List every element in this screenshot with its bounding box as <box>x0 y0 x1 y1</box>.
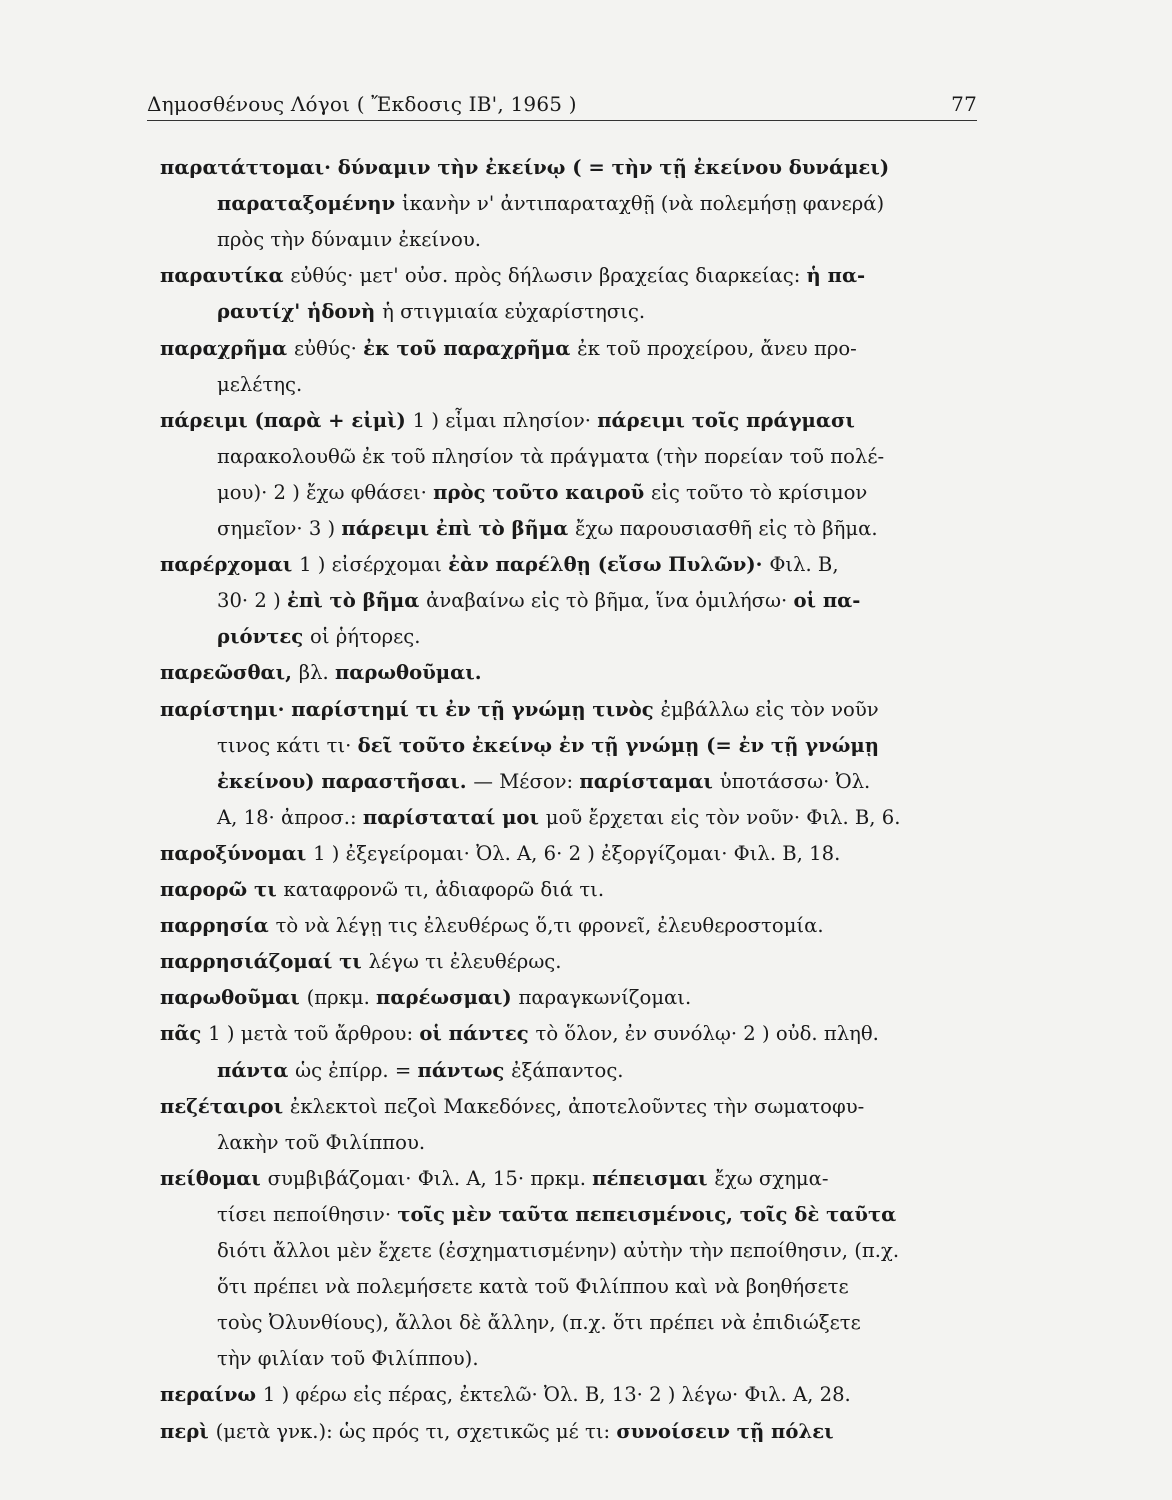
headword: παρίστημι· παρίστημί τι ἐν τῇ γνώμῃ τινὸς <box>160 697 661 721</box>
definition-text: Φιλ. Β, <box>769 553 839 577</box>
headword: ἐὰν παρέλθῃ (εἴσω Πυλῶν)· <box>448 553 770 577</box>
glossary-line <box>160 872 604 908</box>
definition-text: οἱ ῥήτορες. <box>310 625 421 649</box>
definition-text: (μετὰ γνκ.): ὡς πρός τι, σχετικῶς μέ τι: <box>215 1419 617 1443</box>
glossary-line <box>217 475 867 511</box>
headword: παρωθοῦμαι. <box>334 661 482 685</box>
definition-text: λακὴν τοῦ Φιλίππου. <box>217 1130 426 1154</box>
definition-text: ἡ στιγμιαία εὐχαρίστησις. <box>382 300 646 324</box>
definition-text: καταφρονῶ τι, ἀδιαφορῶ διά τι. <box>283 878 605 901</box>
definition-text: πρὸς τὴν δύναμιν ἐκείνου. <box>217 228 481 252</box>
headword: οἱ πα- <box>793 589 861 613</box>
definition-text: 1 ) ἐξεγείρομαι· Ὀλ. Α, 6· 2 ) ἐξοργίζομαι· Φιλ. Β, 18. <box>313 841 841 865</box>
definition-text: σημεῖον· 3 ) <box>217 517 342 540</box>
definition-text: ὑποτάσσω· Ὀλ. <box>719 769 871 793</box>
glossary-line <box>217 1053 624 1089</box>
headword: πάντως <box>417 1058 512 1082</box>
definition-text: ἀναβαίνω εἰς τὸ βῆμα, ἵνα ὁμιλήσω· <box>426 589 794 613</box>
headword: παρορῶ τι <box>160 878 284 901</box>
headword: παροξύνομαι <box>160 841 314 865</box>
glossary-line <box>217 222 481 258</box>
definition-text: παραγκωνίζομαι. <box>518 986 692 1010</box>
definition-text: ὡς ἐπίρρ. = <box>295 1058 418 1082</box>
glossary-line <box>217 186 884 222</box>
headword: πάρειμι (παρὰ + εἰμὶ) <box>160 408 413 432</box>
definition-text: μοῦ ἔρχεται εἰς τὸν νοῦν· Φιλ. Β, 6. <box>545 805 901 829</box>
glossary-line <box>160 1377 851 1413</box>
glossary-line <box>217 294 645 330</box>
definition-text: μελέτης. <box>217 372 303 396</box>
glossary-line <box>160 1089 864 1125</box>
headword: παρέωσμαι) <box>376 986 519 1010</box>
definition-text: 1 ) εἰσέρχομαι <box>299 553 449 577</box>
glossary-line <box>217 1125 425 1161</box>
glossary-line <box>217 1341 479 1377</box>
definition-text: συμβιβάζομαι· Φιλ. Α, 15· πρκμ. <box>267 1166 593 1190</box>
glossary-line <box>160 331 857 367</box>
glossary-line <box>160 1016 879 1052</box>
glossary-line <box>217 728 879 764</box>
glossary-line <box>217 439 884 475</box>
headword: παρωθοῦμαι <box>160 986 307 1010</box>
headword: πᾶς <box>160 1022 209 1046</box>
definition-text: ἐξάπαντος. <box>511 1058 624 1082</box>
definition-text: μου)· 2 ) ἔχω φθάσει· <box>217 480 434 504</box>
glossary-line <box>217 764 870 800</box>
headword: παρέρχομαι <box>160 553 300 577</box>
glossary-line <box>217 1197 896 1233</box>
header-rule <box>147 120 977 121</box>
headword: παρεῶσθαι, <box>160 661 299 685</box>
headword: παρρησιάζομαί τι <box>160 950 369 974</box>
glossary-line <box>160 655 482 691</box>
glossary-line <box>160 547 839 583</box>
headword: περαίνω <box>160 1383 263 1407</box>
glossary-line <box>217 511 878 547</box>
headword: τοῖς μὲν ταῦτα πεπεισμένοις, τοῖς δὲ ταῦτα <box>397 1202 897 1226</box>
definition-text: τοὺς Ὀλυνθίους), ἄλλοι δὲ ἄλλην, (π.χ. ὅτι πρέπει νὰ ἐπιδιώξετε <box>217 1311 861 1335</box>
definition-text: 1 ) εἶμαι πλησίον· <box>412 408 598 432</box>
headword: πρὸς τοῦτο καιροῦ <box>433 480 652 504</box>
glossary-line <box>160 944 562 980</box>
definition-text: ἐμβάλλω εἰς τὸν νοῦν <box>660 697 879 721</box>
headword: παρρησία <box>160 914 276 938</box>
headword: ραυτίχ' ἡδονὴ <box>217 300 383 324</box>
page-number: 77 <box>951 92 977 116</box>
headword: πεζέταιροι <box>160 1094 290 1118</box>
definition-text: — Μέσον: <box>473 769 580 793</box>
definition-text: τὴν φιλίαν τοῦ Φιλίππου). <box>217 1347 479 1371</box>
definition-text: 1 ) μετὰ τοῦ ἄρθρου: <box>208 1022 420 1046</box>
glossary-line <box>160 1414 834 1450</box>
definition-text: βλ. <box>298 661 335 685</box>
headword: ριόντες <box>217 625 311 649</box>
definition-text: (πρκμ. <box>306 986 377 1010</box>
headword: παρίσταταί μοι <box>362 805 546 829</box>
definition-text: ἔχω σχημα- <box>714 1166 829 1190</box>
glossary-line <box>160 836 840 872</box>
glossary-line <box>160 980 691 1016</box>
headword: ἐκ τοῦ παραχρῆμα <box>363 336 578 360</box>
definition-text: παρακολουθῶ ἐκ τοῦ πλησίον τὰ πράγματα (τὴν πορείαν τοῦ πολέ- <box>217 444 885 468</box>
definition-text: ἱκανὴν ν' ἀντιπαραταχθῇ (νὰ πολεμήσῃ φανερά) <box>401 192 885 216</box>
definition-text: 1 ) φέρω εἰς πέρας, ἐκτελῶ· Ὀλ. Β, 13· 2 ) λέγω· Φιλ. Α, 28. <box>262 1383 851 1407</box>
headword: ἐκείνου) παραστῆσαι. <box>217 769 474 793</box>
headword: παραχρῆμα <box>160 336 294 360</box>
glossary-line <box>217 583 860 619</box>
headword: ἡ πα- <box>806 264 866 288</box>
headword: παραυτίκα <box>160 264 291 288</box>
glossary-line <box>160 258 865 294</box>
headword: περὶ <box>160 1419 216 1443</box>
headword: δεῖ τοῦτο ἐκείνῳ ἐν τῇ γνώμῃ (= ἐν τῇ γνώμῃ <box>357 733 879 757</box>
headword: πάρειμι ἐπὶ τὸ βῆμα <box>341 517 576 540</box>
glossary-line <box>160 908 824 944</box>
glossary-line <box>217 800 900 836</box>
headword: πείθομαι <box>160 1166 268 1190</box>
header-title: Δημοσθένους Λόγοι ( Ἔκδοσις ΙΒ', 1965 ) <box>147 92 577 116</box>
definition-text: λέγω τι ἐλευθέρως. <box>368 950 562 974</box>
headword: παρίσταμαι <box>579 769 720 793</box>
glossary-line <box>160 403 855 439</box>
definition-text: τὸ νὰ λέγῃ τις ἐλευθέρως ὅ,τι φρονεῖ, ἐλευθεροστομία. <box>275 914 824 938</box>
headword: παρατάττομαι· δύναμιν τὴν ἐκείνῳ ( = τὴν τῇ ἐκείνου δυνάμει) <box>160 156 890 179</box>
definition-text: εἰς τοῦτο τὸ κρίσιμον <box>651 480 868 504</box>
definition-text: τινος κάτι τι· <box>217 733 358 757</box>
headword: παραταξομένην <box>217 192 402 216</box>
glossary-line <box>217 367 302 403</box>
definition-text: Α, 18· ἀπροσ.: <box>217 805 363 829</box>
headword: συνοίσειν τῇ πόλει <box>616 1419 834 1443</box>
headword: πέπεισμαι <box>592 1166 715 1190</box>
glossary-line <box>217 1305 861 1341</box>
definition-text: διότι ἄλλοι μὲν ἔχετε (ἐσχηματισμένην) αὐτὴν τὴν πεποίθησιν, (π.χ. <box>217 1239 900 1262</box>
headword: πάντα <box>217 1058 296 1082</box>
glossary-line <box>217 1233 899 1269</box>
headword: οἱ πάντες <box>419 1022 536 1046</box>
glossary-line <box>160 150 889 186</box>
glossary-line <box>217 1269 849 1305</box>
headword: ἐπὶ τὸ βῆμα <box>286 589 427 613</box>
definition-text: ἐκ τοῦ προχείρου, ἄνευ προ- <box>577 336 857 360</box>
definition-text: ἐκλεκτοὶ πεζοὶ Μακεδόνες, ἀποτελοῦντες τὴν σωματοφυ- <box>289 1094 865 1118</box>
headword: πάρειμι τοῖς πράγμασι <box>597 408 855 432</box>
definition-text: εὐθύς· <box>293 336 364 360</box>
definition-text: τίσει πεποίθησιν· <box>217 1202 398 1226</box>
glossary-line <box>160 692 879 728</box>
glossary-line <box>217 619 421 655</box>
definition-text: εὐθύς· μετ' οὐσ. πρὸς δήλωσιν βραχείας διαρκείας: <box>290 264 807 288</box>
definition-text: τὸ ὅλον, ἐν συνόλῳ· 2 ) οὐδ. πληθ. <box>535 1022 879 1046</box>
definition-text: ἔχω παρουσιασθῆ εἰς τὸ βῆμα. <box>575 517 878 540</box>
definition-text: ὅτι πρέπει νὰ πολεμήσετε κατὰ τοῦ Φιλίππου καὶ νὰ βοηθήσετε <box>217 1275 849 1299</box>
glossary-line <box>160 1161 828 1197</box>
definition-text: 30· 2 ) <box>217 589 287 613</box>
